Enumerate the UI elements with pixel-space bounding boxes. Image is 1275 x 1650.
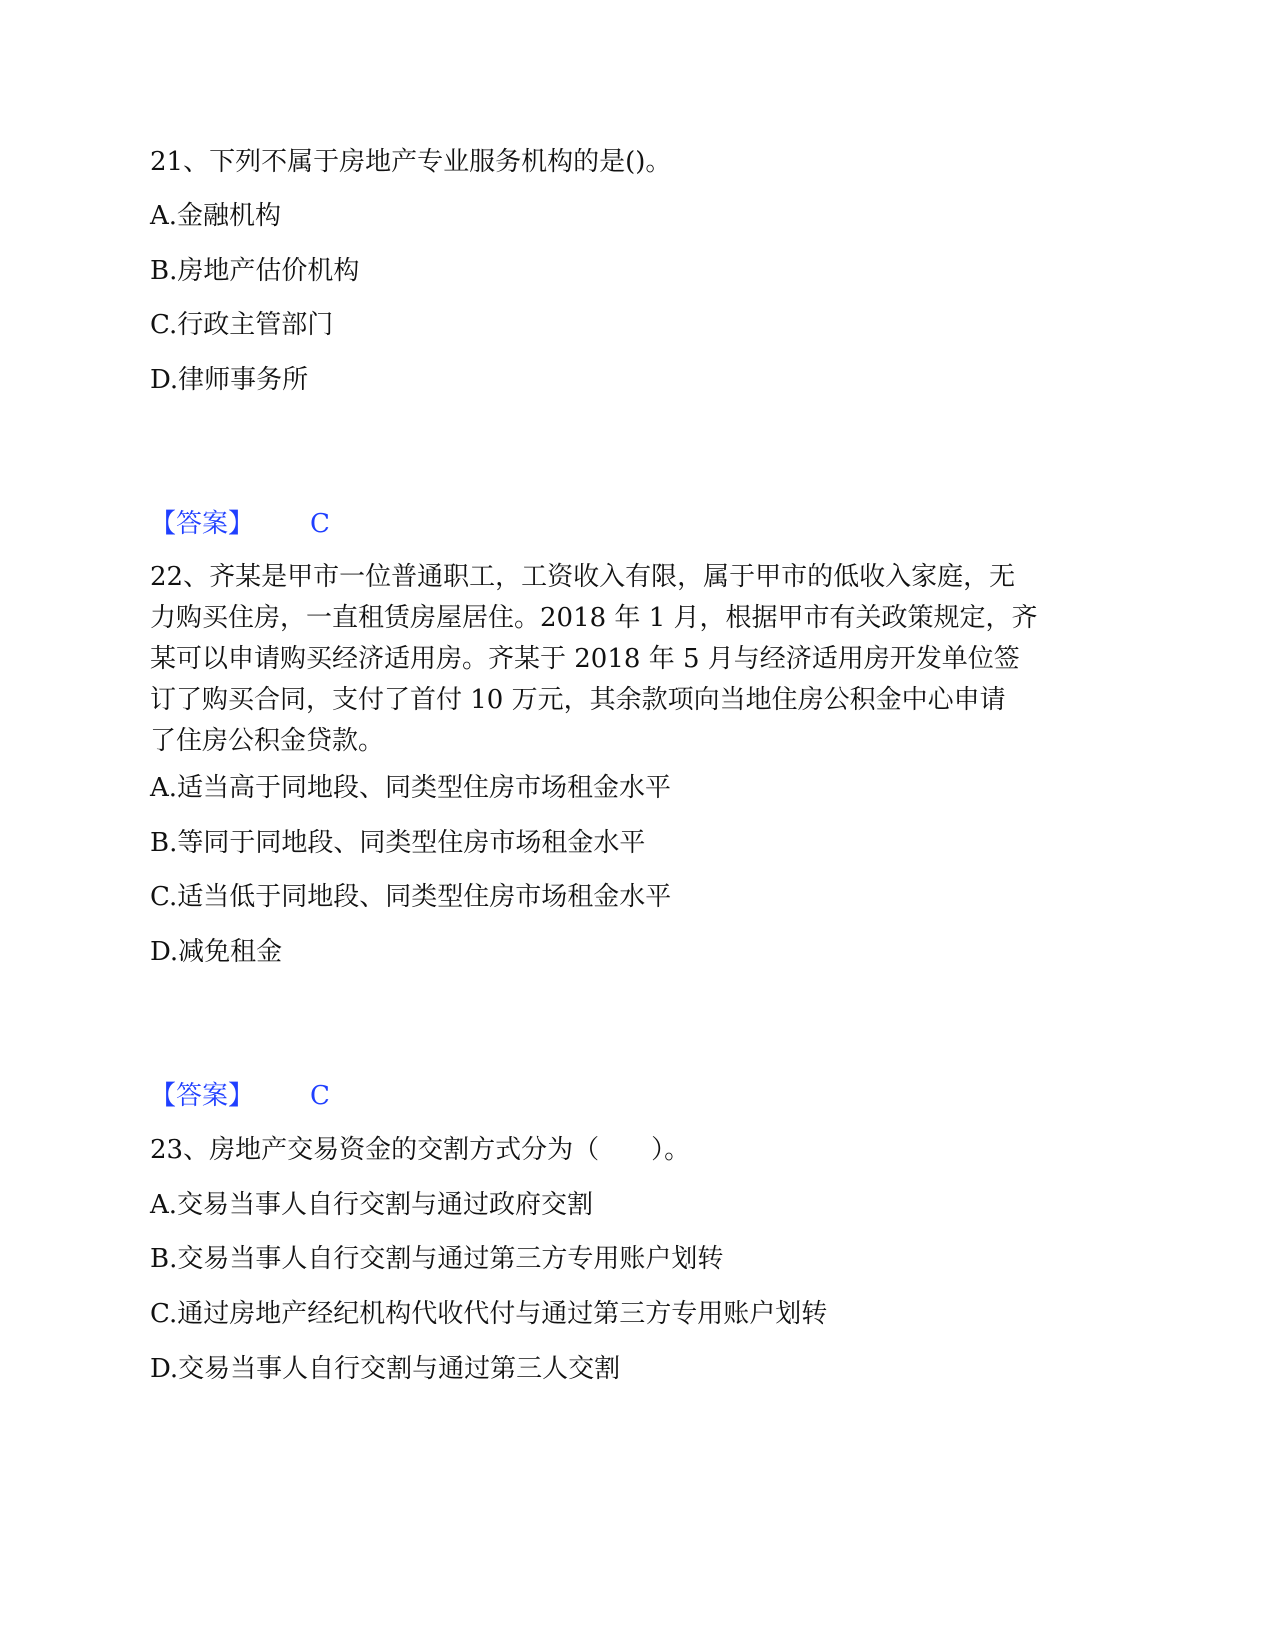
question-21-answer [150,506,330,542]
question-23-option-a: A.交易当事人自行交割与通过政府交割 [150,1190,594,1220]
question-21-option-d: D.律师事务所 [150,365,309,395]
question-21-option-b: B.房地产估价机构 [150,256,360,286]
answer-value: C [310,509,330,539]
question-22-stem-line: 订了购买合同，支付了首付 10 万元，其余款项向当地住房公积金中心申请 [150,685,1006,715]
question-22-stem-line: 某可以申请购买经济适用房。齐某于 2018 年 5 月与经济适用房开发单位签 [150,644,1020,674]
question-21-option-a: A.金融机构 [150,201,282,231]
question-22-answer [150,1078,330,1114]
question-23-stem: 23、房地产交易资金的交割方式分为（ ）。 [150,1135,691,1165]
question-22-option-d: D.减免租金 [150,937,283,967]
question-21-stem: 21、下列不属于房地产专业服务机构的是()。 [150,147,672,177]
question-22-stem-line: 了住房公积金贷款。 [150,726,385,756]
question-22-option-a: A.适当高于同地段、同类型住房市场租金水平 [150,773,672,803]
question-22-option-b: B.等同于同地段、同类型住房市场租金水平 [150,828,646,858]
question-21-option-c: C.行政主管部门 [150,310,334,340]
answer-label: 【答案】 [150,1081,255,1111]
question-22-stem-line: 22、齐某是甲市一位普通职工，工资收入有限，属于甲市的低收入家庭，无 [150,562,1016,592]
question-23-option-c: C.通过房地产经纪机构代收代付与通过第三方专用账户划转 [150,1299,828,1329]
answer-label: 【答案】 [150,509,255,539]
question-22-stem-line: 力购买住房，一直租赁房屋居住。2018 年 1 月，根据甲市有关政策规定，齐 [150,603,1038,633]
question-23-option-d: D.交易当事人自行交割与通过第三人交割 [150,1354,621,1384]
question-22-option-c: C.适当低于同地段、同类型住房市场租金水平 [150,882,672,912]
answer-value: C [310,1081,330,1111]
question-22-stem [150,557,1120,762]
question-23-option-b: B.交易当事人自行交割与通过第三方专用账户划转 [150,1244,724,1274]
